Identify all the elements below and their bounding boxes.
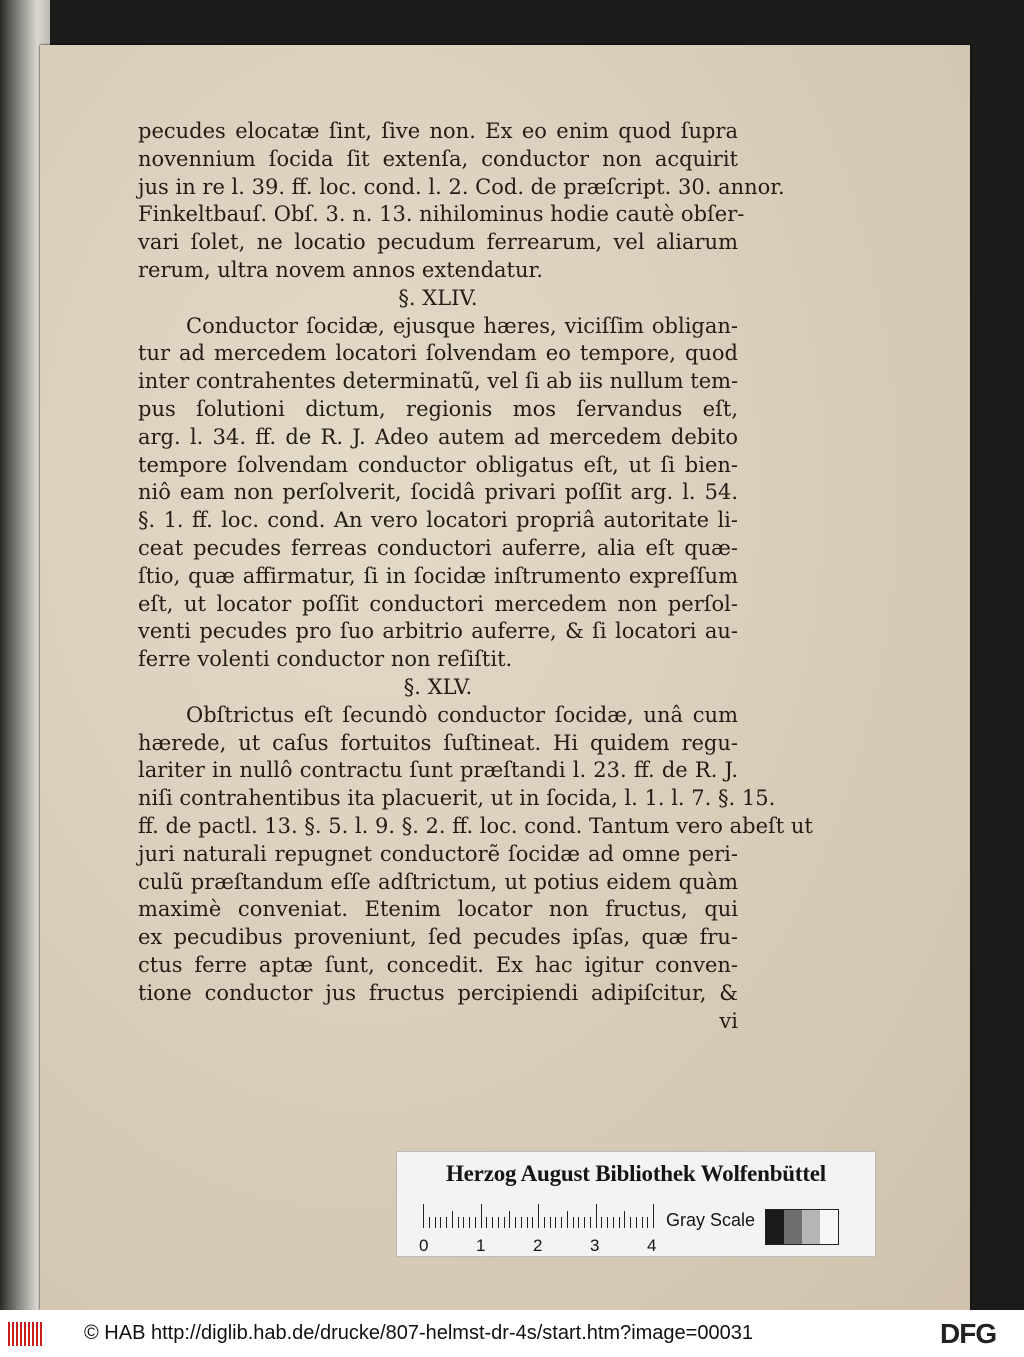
scale-ruler <box>423 1204 655 1228</box>
page-body <box>138 118 813 1035</box>
ruler-tick <box>613 1217 614 1228</box>
barcode-icon <box>8 1322 48 1346</box>
ruler-tick <box>440 1217 441 1228</box>
ruler-tick <box>607 1217 608 1228</box>
ruler-tick <box>642 1217 643 1228</box>
library-name: Herzog August Bibliothek Wolfenbüttel <box>445 1161 827 1186</box>
ruler-tick <box>527 1217 528 1228</box>
barcode-bar <box>28 1322 30 1346</box>
text-line: pus ſolutioni dictum, regionis mos ſervandus eſt, <box>138 396 738 421</box>
ruler-tick <box>619 1217 620 1228</box>
ruler-tick <box>475 1217 476 1228</box>
text-line: Finkeltbauſ. Obſ. 3. n. 13. nihilominus hodie cautè obſer- <box>138 202 745 227</box>
ruler-tick <box>429 1217 430 1228</box>
gray-swatch <box>820 1210 838 1244</box>
citation-link[interactable]: © HAB http://diglib.hab.de/drucke/807-helmst-dr-4s/start.htm?image=00031 <box>84 1322 753 1344</box>
ruler-tick <box>492 1217 493 1228</box>
paragraph-3 <box>138 702 813 1008</box>
ruler-tick <box>636 1217 637 1228</box>
ruler-number: 4 <box>647 1236 657 1255</box>
dfg-logo: DFG <box>940 1318 997 1349</box>
ruler-tick <box>567 1211 568 1228</box>
section-heading-44: §. XLIV. <box>398 285 478 310</box>
paragraph-1 <box>138 118 785 285</box>
barcode-bar <box>24 1322 26 1346</box>
text-line: culũ præſtandum eſſe adſtrictum, ut potius eidem quàm <box>138 869 738 894</box>
ruler-tick <box>596 1204 597 1228</box>
ruler-tick <box>624 1211 625 1228</box>
text-line: ferre volenti conductor non reſiſtit. <box>138 647 513 672</box>
ruler-tick <box>469 1217 470 1228</box>
gray-scale-swatches <box>765 1209 839 1245</box>
text-line: juri naturali repugnet conductorẽ ſocidæ ad omne peri- <box>138 841 738 866</box>
text-line: hærede, ut caſus fortuitos ſuſtineat. Hi quidem regu- <box>138 730 738 755</box>
ruler-tick <box>578 1217 579 1228</box>
text-line: rerum, ultra novem annos extendatur. <box>138 257 543 282</box>
ruler-tick <box>630 1217 631 1228</box>
text-line: ceat pecudes ferreas conductori auferre, alia eſt quæ- <box>138 535 738 560</box>
ruler-tick <box>463 1217 464 1228</box>
ruler-tick <box>555 1217 556 1228</box>
ruler-tick <box>452 1211 453 1228</box>
text-line: lariter in nullô contractu ſunt præſtandi l. 23. ff. de R. J. <box>138 758 738 783</box>
text-line: ff. de pactl. 13. §. 5. l. 9. §. 2. ff. loc. cond. Tantum vero abeſt ut <box>138 813 813 838</box>
ruler-tick <box>486 1217 487 1228</box>
ruler-tick <box>504 1217 505 1228</box>
section-heading-45: §. XLV. <box>403 674 473 699</box>
paragraph-2 <box>138 313 738 674</box>
barcode-bar <box>12 1322 14 1346</box>
text-line: §. 1. ff. loc. cond. An vero locatori propriâ autoritate li- <box>138 508 738 533</box>
barcode-bar <box>40 1322 42 1346</box>
text-line: tur ad mercedem locatori ſolvendam eo tempore, quod <box>138 341 738 366</box>
text-line: niô eam non perſolverit, ſocidâ privari poſſit arg. l. 54. <box>138 480 738 505</box>
gray-swatch <box>784 1210 802 1244</box>
gray-swatch <box>766 1210 784 1244</box>
gray-swatch <box>802 1210 820 1244</box>
text-line: eſt, ut locator poſſit conductori mercedem non perſol- <box>138 591 738 616</box>
ruler-tick <box>573 1217 574 1228</box>
ruler-tick <box>544 1217 545 1228</box>
ruler-tick <box>423 1204 424 1228</box>
barcode-bar <box>20 1322 22 1346</box>
text-line: ſtio, quæ affirmatur, ſi in ſocidæ inſtrumento expreſſum <box>138 563 738 588</box>
library-color-target <box>396 1151 876 1257</box>
ruler-number: 0 <box>419 1236 429 1255</box>
barcode-bar <box>16 1322 18 1346</box>
text-line: Conductor ſocidæ, ejusque hæres, viciſſim obligan- <box>186 313 738 338</box>
text-line: niſi contrahentibus ita placuerit, ut in ſocida, l. 1. l. 7. §. 15. <box>138 786 776 811</box>
text-line: novennium ſocida ſit extenſa, conductor non acquirit <box>138 146 738 171</box>
ruler-number: 2 <box>533 1236 543 1255</box>
ruler-tick <box>538 1204 539 1228</box>
text-line: ex pecudibus proveniunt, ſed pecudes ipſas, quæ fru- <box>138 925 738 950</box>
ruler-tick <box>550 1217 551 1228</box>
viewer-footer <box>0 1310 1024 1357</box>
gray-scale-label: Gray Scale <box>666 1210 756 1230</box>
ruler-tick <box>647 1217 648 1228</box>
text-line: inter contrahentes determinatũ, vel ſi ab iis nullum tem- <box>138 369 739 394</box>
text-line: vari ſolet, ne locatio pecudum ferrearum, vel aliarum <box>138 230 738 255</box>
ruler-tick <box>509 1211 510 1228</box>
text-line: Obſtrictus eſt ſecundò conductor ſocidæ, unâ cum <box>186 702 738 727</box>
ruler-tick <box>515 1217 516 1228</box>
ruler-tick <box>435 1217 436 1228</box>
barcode-bar <box>36 1322 38 1346</box>
text-line: arg. l. 34. ff. de R. J. Adeo autem ad mercedem debito <box>138 424 738 449</box>
ruler-tick <box>584 1217 585 1228</box>
ruler-tick <box>521 1217 522 1228</box>
ruler-number: 1 <box>476 1236 486 1255</box>
ruler-number: 3 <box>590 1236 600 1255</box>
text-line: tione conductor jus fructus percipiendi adipiſcitur, & <box>138 980 738 1005</box>
ruler-tick <box>481 1204 482 1228</box>
ruler-tick <box>532 1217 533 1228</box>
text-line: maximè conveniat. Etenim locator non fructus, qui <box>138 897 738 922</box>
ruler-tick <box>653 1204 654 1228</box>
text-line: pecudes elocatæ ſint, ſive non. Ex eo enim quod ſupra <box>138 119 738 143</box>
text-line: jus in re l. 39. ff. loc. cond. l. 2. Cod. de præſcript. 30. annor. <box>138 174 785 199</box>
text-line: venti pecudes pro ſuo arbitrio auferre, & ſi locatori au- <box>138 619 738 644</box>
text-line: ctus ferre aptæ ſunt, concedit. Ex hac igitur conven- <box>138 952 738 977</box>
barcode-bar <box>8 1322 10 1346</box>
catchword: vi <box>719 1008 738 1033</box>
barcode-bar <box>32 1322 34 1346</box>
text-line: tempore ſolvendam conductor obligatus eſt, ut ſi bien- <box>138 452 738 477</box>
ruler-tick <box>561 1217 562 1228</box>
ruler-tick <box>601 1217 602 1228</box>
ruler-tick <box>458 1217 459 1228</box>
ruler-tick <box>446 1217 447 1228</box>
ruler-tick <box>498 1217 499 1228</box>
ruler-tick <box>590 1217 591 1228</box>
